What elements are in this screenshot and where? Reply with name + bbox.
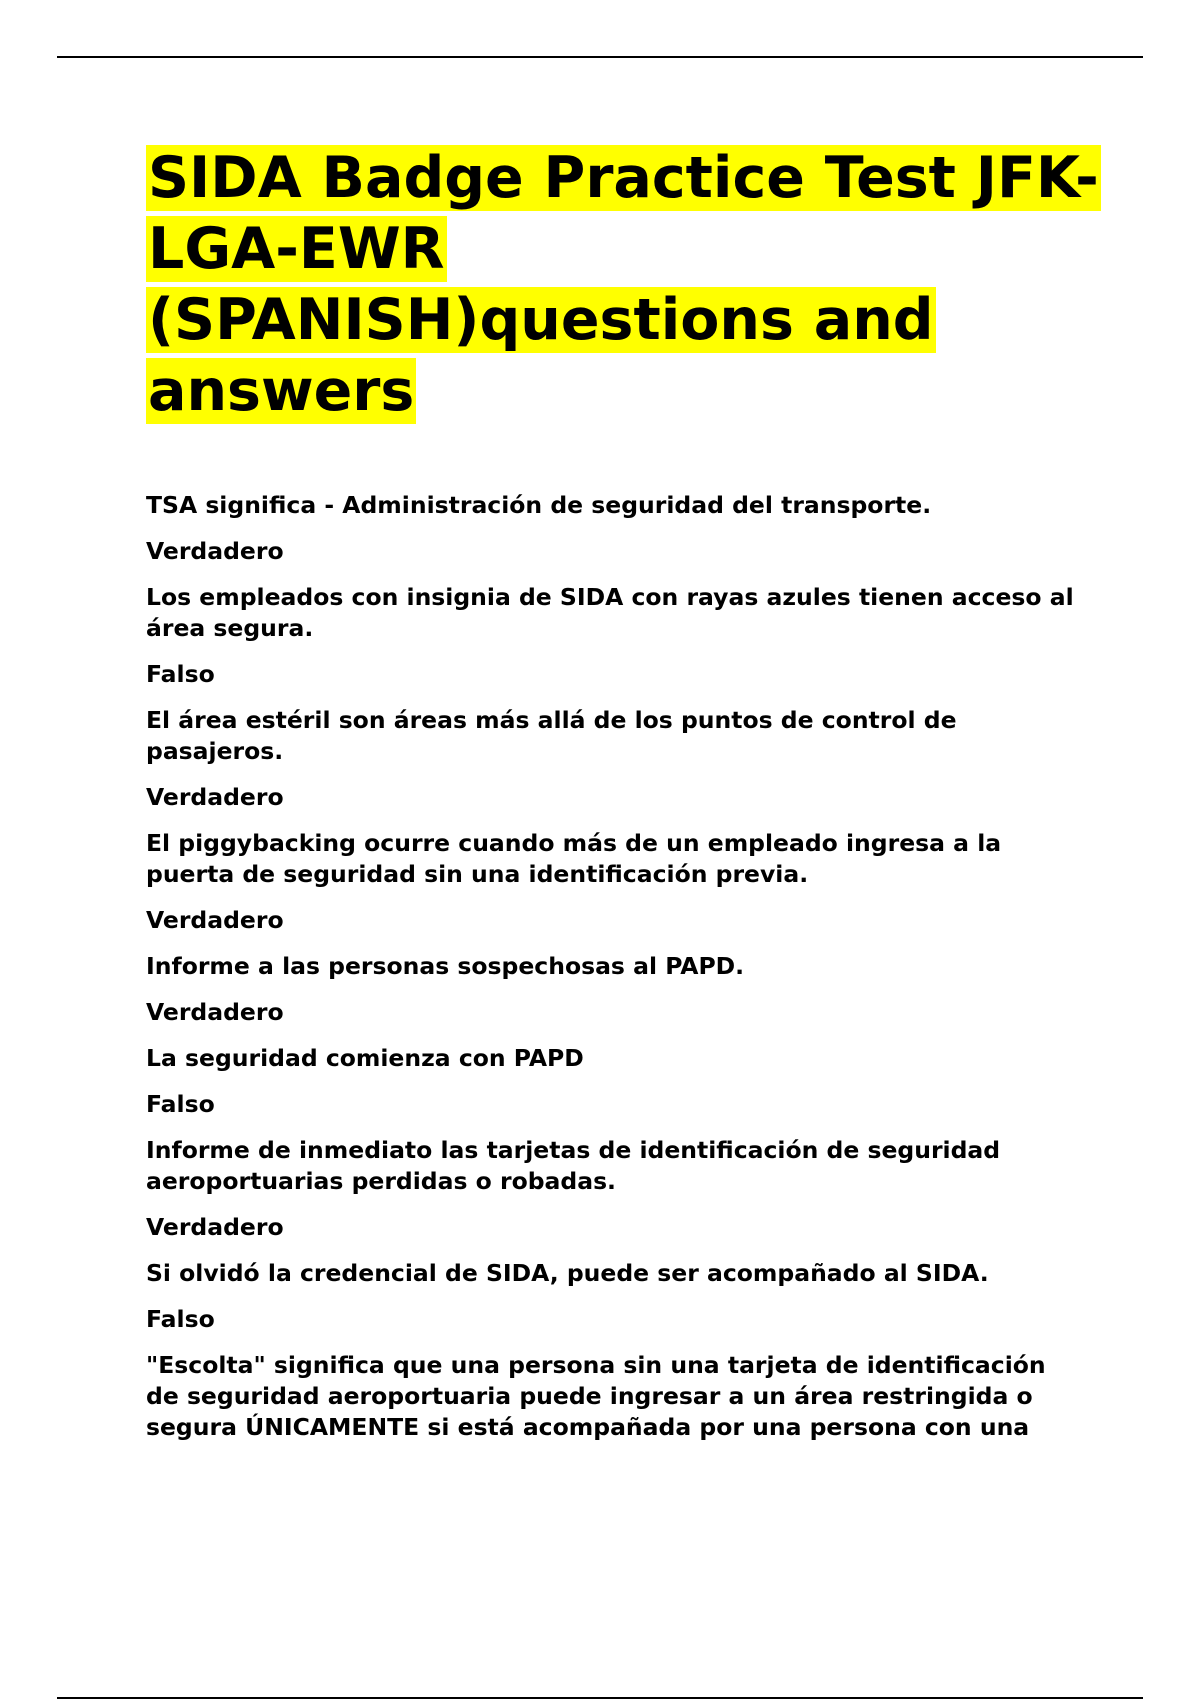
question-text: Informe de inmediato las tarjetas de identificación de seguridad aeroportuarias perdidas o robadas. (146, 1136, 1001, 1195)
title-line: answers (148, 358, 415, 424)
qa-item (146, 951, 1086, 1028)
question-text: El piggybacking ocurre cuando más de un empleado ingresa a la puerta de seguridad sin una identificación previa. (146, 829, 1002, 888)
question-text: Si olvidó la credencial de SIDA, puede ser acompañado al SIDA. (146, 1259, 989, 1287)
question-text: TSA significa - Administración de seguridad del transporte. (146, 491, 932, 519)
qa-item (146, 1135, 1086, 1243)
bottom-rule (57, 1697, 1143, 1699)
title-line: SIDA Badge Practice Test JFK- (148, 145, 1099, 211)
question-text: "Escolta" significa que una persona sin una tarjeta de identificación de seguridad aeroportuaria puede ingresar a un área restringida o segura ÚNICAMENTE si está acompañada por una persona con una (146, 1351, 1046, 1441)
qa-list (146, 490, 1086, 1458)
top-rule (57, 56, 1143, 58)
qa-item (146, 828, 1086, 936)
qa-item (146, 490, 1086, 567)
question-text: La seguridad comienza con PAPD (146, 1044, 584, 1072)
answer-text: Verdadero (146, 1213, 284, 1241)
answer-text: Falso (146, 1305, 215, 1333)
qa-item (146, 1258, 1086, 1335)
page-title (146, 143, 1106, 427)
qa-item (146, 1350, 1086, 1443)
answer-text: Verdadero (146, 783, 284, 811)
answer-text: Falso (146, 660, 215, 688)
answer-text: Verdadero (146, 998, 284, 1026)
qa-item (146, 705, 1086, 813)
qa-item (146, 1043, 1086, 1120)
question-text: Los empleados con insignia de SIDA con rayas azules tienen acceso al área segura. (146, 583, 1074, 642)
title-line: (SPANISH)questions and (148, 287, 934, 353)
title-line: LGA-EWR (148, 216, 445, 282)
answer-text: Verdadero (146, 906, 284, 934)
question-text: El área estéril son áreas más allá de los puntos de control de pasajeros. (146, 706, 957, 765)
qa-item (146, 582, 1086, 690)
question-text: Informe a las personas sospechosas al PAPD. (146, 952, 745, 980)
answer-text: Falso (146, 1090, 215, 1118)
answer-text: Verdadero (146, 537, 284, 565)
